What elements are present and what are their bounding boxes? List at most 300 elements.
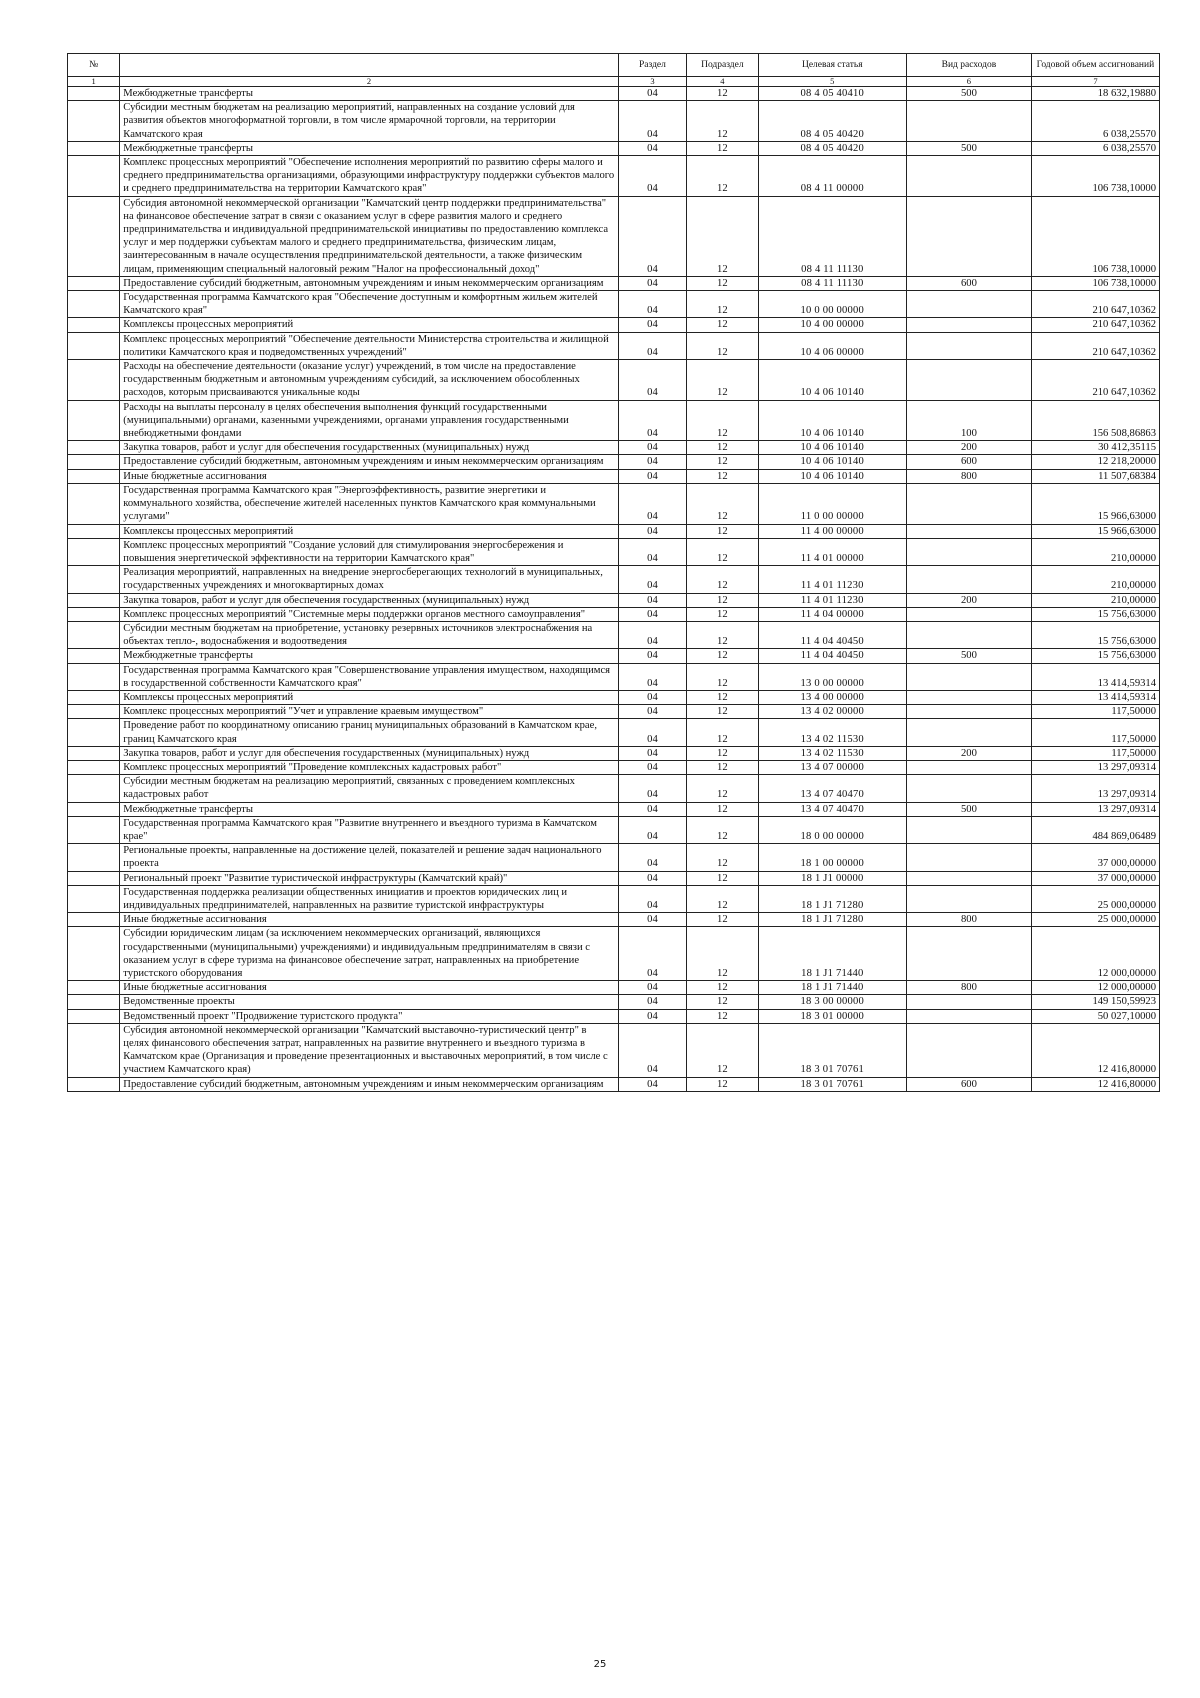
row-section: 04 — [618, 332, 686, 359]
row-section: 04 — [618, 1009, 686, 1023]
row-section: 04 — [618, 746, 686, 760]
table-row — [68, 566, 1160, 593]
row-expense-type — [906, 705, 1031, 719]
row-section: 04 — [618, 760, 686, 774]
row-number — [68, 141, 120, 155]
row-expense-type — [906, 607, 1031, 621]
row-section: 04 — [618, 291, 686, 318]
row-expense-type: 100 — [906, 400, 1031, 441]
table-row — [68, 816, 1160, 843]
row-expense-type: 200 — [906, 593, 1031, 607]
row-name: Межбюджетные трансферты — [120, 649, 618, 663]
row-subsection: 12 — [687, 196, 759, 276]
table-row — [68, 746, 1160, 760]
row-amount: 149 150,59923 — [1031, 995, 1159, 1009]
row-subsection: 12 — [687, 469, 759, 483]
table-row — [68, 705, 1160, 719]
row-subsection: 12 — [687, 332, 759, 359]
header-row — [68, 54, 1160, 77]
column-number-row — [68, 77, 1160, 87]
row-expense-type — [906, 156, 1031, 197]
row-number — [68, 276, 120, 290]
row-section: 04 — [618, 101, 686, 142]
row-amount: 37 000,00000 — [1031, 871, 1159, 885]
table-row — [68, 441, 1160, 455]
table-row — [68, 291, 1160, 318]
row-amount: 13 414,59314 — [1031, 690, 1159, 704]
row-name: Расходы на обеспечение деятельности (оказание услуг) учреждений, в том числе на предоставление государственным бюджетным и автономным учреждениям субсидий, за исключением обособленных расходов, которым присваиваются уникальные коды — [120, 360, 618, 401]
row-number — [68, 746, 120, 760]
row-amount: 15 966,63000 — [1031, 524, 1159, 538]
row-name: Субсидии местным бюджетам на реализацию мероприятий, связанных с проведением комплексных кадастровых работ — [120, 775, 618, 802]
column-number: 4 — [687, 77, 759, 87]
row-section: 04 — [618, 469, 686, 483]
row-subsection: 12 — [687, 1023, 759, 1077]
row-name: Субсидии юридическим лицам (за исключением некоммерческих организаций, являющихся государственными (муниципальными) учреждениями) и индивидуальным предпринимателям в связи с оказанием услуг в сфере туризма на финансовое обеспечение затрат, направленных на приобретение туристского оборудования — [120, 927, 618, 981]
table-row — [68, 1009, 1160, 1023]
row-section: 04 — [618, 705, 686, 719]
row-number — [68, 1009, 120, 1023]
row-amount: 117,50000 — [1031, 705, 1159, 719]
row-number — [68, 483, 120, 524]
row-number — [68, 196, 120, 276]
row-target-article: 08 4 11 11130 — [758, 276, 906, 290]
row-target-article: 13 0 00 00000 — [758, 663, 906, 690]
row-name: Субсидии местным бюджетам на приобретение, установку резервных источников электроснабжения на объектах тепло-, водоснабжения и водоотведения — [120, 621, 618, 648]
row-section: 04 — [618, 400, 686, 441]
row-name: Субсидия автономной некоммерческой организации "Камчатский выставочно-туристический центр" в целях финансового обеспечения затрат, направленных на развитие внутреннего и въездного туризма в Камчатском крае (Организация и проведение презентационных и выставочных мероприятий, в том числе с участием Камчатского края) — [120, 1023, 618, 1077]
row-number — [68, 400, 120, 441]
row-target-article: 18 1 J1 71440 — [758, 927, 906, 981]
row-name: Государственная программа Камчатского края "Обеспечение доступным и комфортным жильем жителей Камчатского края" — [120, 291, 618, 318]
row-name: Предоставление субсидий бюджетным, автономным учреждениям и иным некоммерческим организациям — [120, 455, 618, 469]
row-subsection: 12 — [687, 995, 759, 1009]
row-name: Иные бюджетные ассигнования — [120, 469, 618, 483]
column-number: 3 — [618, 77, 686, 87]
row-name: Государственная программа Камчатского края "Развитие внутреннего и въездного туризма в Камчатском крае" — [120, 816, 618, 843]
row-number — [68, 318, 120, 332]
row-target-article: 10 4 00 00000 — [758, 318, 906, 332]
row-name: Проведение работ по координатному описанию границ муниципальных образований в Камчатском крае, границ Камчатского края — [120, 719, 618, 746]
row-target-article: 18 0 00 00000 — [758, 816, 906, 843]
row-name: Государственная программа Камчатского края "Совершенствование управления имуществом, находящимся в государственной собственности Камчатского края" — [120, 663, 618, 690]
row-target-article: 10 4 06 10140 — [758, 441, 906, 455]
row-expense-type — [906, 332, 1031, 359]
row-target-article: 18 1 J1 00000 — [758, 871, 906, 885]
row-expense-type: 600 — [906, 276, 1031, 290]
row-expense-type — [906, 816, 1031, 843]
row-target-article: 18 1 J1 71280 — [758, 913, 906, 927]
table-row — [68, 455, 1160, 469]
row-section: 04 — [618, 719, 686, 746]
row-amount: 210 647,10362 — [1031, 360, 1159, 401]
row-section: 04 — [618, 141, 686, 155]
row-expense-type: 600 — [906, 1077, 1031, 1091]
header-section: Раздел — [618, 54, 686, 77]
row-expense-type — [906, 927, 1031, 981]
row-target-article: 13 4 07 40470 — [758, 775, 906, 802]
table-body — [68, 87, 1160, 1092]
table-row — [68, 663, 1160, 690]
row-subsection: 12 — [687, 318, 759, 332]
row-expense-type — [906, 483, 1031, 524]
row-name: Государственная поддержка реализации общественных инициатив и проектов юридических лиц и индивидуальных предпринимателей, направленных на развитие туристской инфраструктуры — [120, 885, 618, 912]
row-subsection: 12 — [687, 483, 759, 524]
row-number — [68, 816, 120, 843]
row-number — [68, 690, 120, 704]
row-name: Реализация мероприятий, направленных на внедрение энергосберегающих технологий в муниципальных, государственных учреждениях и многоквартирных домах — [120, 566, 618, 593]
table-row — [68, 483, 1160, 524]
row-amount: 12 416,80000 — [1031, 1077, 1159, 1091]
row-target-article: 10 4 06 10140 — [758, 360, 906, 401]
row-name: Межбюджетные трансферты — [120, 87, 618, 101]
table-row — [68, 871, 1160, 885]
row-number — [68, 719, 120, 746]
header-expense-type: Вид расходов — [906, 54, 1031, 77]
row-section: 04 — [618, 441, 686, 455]
row-expense-type — [906, 719, 1031, 746]
row-expense-type — [906, 885, 1031, 912]
row-number — [68, 455, 120, 469]
row-number — [68, 593, 120, 607]
row-section: 04 — [618, 1023, 686, 1077]
row-expense-type — [906, 524, 1031, 538]
row-expense-type: 500 — [906, 649, 1031, 663]
row-number — [68, 844, 120, 871]
row-target-article: 11 4 01 11230 — [758, 566, 906, 593]
row-target-article: 10 4 06 10140 — [758, 400, 906, 441]
row-target-article: 08 4 05 40410 — [758, 87, 906, 101]
table-row — [68, 538, 1160, 565]
header-annual-amount: Годовой объем ассигнований — [1031, 54, 1159, 77]
row-target-article: 08 4 11 00000 — [758, 156, 906, 197]
row-number — [68, 441, 120, 455]
budget-sheet — [67, 53, 1160, 1092]
row-target-article: 18 3 01 70761 — [758, 1023, 906, 1077]
row-number — [68, 927, 120, 981]
row-target-article: 13 4 00 00000 — [758, 690, 906, 704]
row-subsection: 12 — [687, 816, 759, 843]
row-expense-type: 800 — [906, 913, 1031, 927]
row-amount: 13 297,09314 — [1031, 760, 1159, 774]
row-section: 04 — [618, 524, 686, 538]
table-row — [68, 1077, 1160, 1091]
row-target-article: 11 4 04 00000 — [758, 607, 906, 621]
row-number — [68, 469, 120, 483]
row-section: 04 — [618, 318, 686, 332]
row-number — [68, 705, 120, 719]
row-number — [68, 981, 120, 995]
row-section: 04 — [618, 913, 686, 927]
row-number — [68, 663, 120, 690]
row-subsection: 12 — [687, 291, 759, 318]
table-row — [68, 156, 1160, 197]
row-amount: 106 738,10000 — [1031, 156, 1159, 197]
row-name: Комплексы процессных мероприятий — [120, 524, 618, 538]
row-target-article: 08 4 05 40420 — [758, 141, 906, 155]
row-subsection: 12 — [687, 593, 759, 607]
row-subsection: 12 — [687, 663, 759, 690]
row-expense-type — [906, 360, 1031, 401]
row-target-article: 10 4 06 00000 — [758, 332, 906, 359]
row-section: 04 — [618, 775, 686, 802]
row-subsection: 12 — [687, 607, 759, 621]
row-amount: 484 869,06489 — [1031, 816, 1159, 843]
row-amount: 15 966,63000 — [1031, 483, 1159, 524]
row-subsection: 12 — [687, 101, 759, 142]
row-number — [68, 760, 120, 774]
row-amount: 210 647,10362 — [1031, 318, 1159, 332]
row-section: 04 — [618, 981, 686, 995]
row-target-article: 10 0 00 00000 — [758, 291, 906, 318]
row-amount: 18 632,19880 — [1031, 87, 1159, 101]
row-name: Закупка товаров, работ и услуг для обеспечения государственных (муниципальных) нужд — [120, 746, 618, 760]
row-target-article: 13 4 07 40470 — [758, 802, 906, 816]
row-number — [68, 101, 120, 142]
table-row — [68, 318, 1160, 332]
row-number — [68, 913, 120, 927]
row-number — [68, 621, 120, 648]
row-amount: 106 738,10000 — [1031, 196, 1159, 276]
row-target-article: 18 1 00 00000 — [758, 844, 906, 871]
row-subsection: 12 — [687, 566, 759, 593]
row-subsection: 12 — [687, 871, 759, 885]
row-amount: 210 647,10362 — [1031, 291, 1159, 318]
row-number — [68, 524, 120, 538]
row-name: Региональные проекты, направленные на достижение целей, показателей и решение задач национального проекта — [120, 844, 618, 871]
row-expense-type: 200 — [906, 441, 1031, 455]
row-expense-type — [906, 538, 1031, 565]
row-expense-type — [906, 775, 1031, 802]
column-number: 6 — [906, 77, 1031, 87]
row-section: 04 — [618, 607, 686, 621]
row-expense-type — [906, 566, 1031, 593]
row-section: 04 — [618, 1077, 686, 1091]
row-target-article: 11 4 01 11230 — [758, 593, 906, 607]
table-row — [68, 141, 1160, 155]
row-name: Комплексы процессных мероприятий — [120, 318, 618, 332]
table-row — [68, 690, 1160, 704]
table-row — [68, 332, 1160, 359]
row-name: Ведомственный проект "Продвижение туристского продукта" — [120, 1009, 618, 1023]
row-name: Комплекс процессных мероприятий "Обеспечение деятельности Министерства строительства и жилищной политики Камчатского края и подведомственных учреждений" — [120, 332, 618, 359]
row-target-article: 13 4 02 00000 — [758, 705, 906, 719]
table-row — [68, 593, 1160, 607]
row-section: 04 — [618, 196, 686, 276]
row-target-article: 18 1 J1 71440 — [758, 981, 906, 995]
row-subsection: 12 — [687, 455, 759, 469]
row-number — [68, 360, 120, 401]
row-target-article: 11 4 01 00000 — [758, 538, 906, 565]
row-name: Межбюджетные трансферты — [120, 802, 618, 816]
row-target-article: 13 4 02 11530 — [758, 719, 906, 746]
row-amount: 13 414,59314 — [1031, 663, 1159, 690]
row-subsection: 12 — [687, 802, 759, 816]
row-amount: 117,50000 — [1031, 746, 1159, 760]
row-subsection: 12 — [687, 927, 759, 981]
row-section: 04 — [618, 156, 686, 197]
row-expense-type — [906, 101, 1031, 142]
row-amount: 156 508,86863 — [1031, 400, 1159, 441]
row-name: Субсидия автономной некоммерческой организации "Камчатский центр поддержки предпринимательства" на финансовое обеспечение затрат в связи с оказанием услуг в сфере развития малого и среднего предпринимательства и индивидуальной предпринимательской инициативы по предоставлению комплекса услуг и мер поддержки субъектам малого и среднего предпринимательства, физическим лицам, заинтересованным в начале осуществления предпринимательской деятельности, а также физическим лицам, применяющим специальный налоговый режим "Налог на профессиональный доход" — [120, 196, 618, 276]
row-expense-type — [906, 1009, 1031, 1023]
row-number — [68, 607, 120, 621]
header-number: № — [68, 54, 120, 77]
row-target-article: 11 4 04 40450 — [758, 649, 906, 663]
table-row — [68, 981, 1160, 995]
row-number — [68, 775, 120, 802]
row-subsection: 12 — [687, 400, 759, 441]
header-name — [120, 54, 618, 77]
row-expense-type — [906, 196, 1031, 276]
row-name: Комплексы процессных мероприятий — [120, 690, 618, 704]
table-row — [68, 760, 1160, 774]
row-number — [68, 885, 120, 912]
row-amount: 13 297,09314 — [1031, 775, 1159, 802]
row-name: Комплекс процессных мероприятий "Системные меры поддержки органов местного самоуправления" — [120, 607, 618, 621]
row-subsection: 12 — [687, 844, 759, 871]
column-number: 5 — [758, 77, 906, 87]
row-target-article: 10 4 06 10140 — [758, 455, 906, 469]
row-section: 04 — [618, 276, 686, 290]
row-name: Комплекс процессных мероприятий "Учет и управление краевым имуществом" — [120, 705, 618, 719]
table-row — [68, 802, 1160, 816]
table-row — [68, 649, 1160, 663]
row-section: 04 — [618, 802, 686, 816]
row-name: Комплекс процессных мероприятий "Обеспечение исполнения мероприятий по развитию сферы малого и среднего предпринимательства организациями, образующими инфраструктуру поддержки субъектов малого и среднего предпринимательства на территории Камчатского края" — [120, 156, 618, 197]
row-target-article: 13 4 02 11530 — [758, 746, 906, 760]
row-expense-type — [906, 871, 1031, 885]
row-subsection: 12 — [687, 156, 759, 197]
row-section: 04 — [618, 538, 686, 565]
row-amount: 210 647,10362 — [1031, 332, 1159, 359]
header-subsection: Подраздел — [687, 54, 759, 77]
table-row — [68, 524, 1160, 538]
row-expense-type: 500 — [906, 141, 1031, 155]
row-name: Субсидии местным бюджетам на реализацию мероприятий, направленных на создание условий для развития объектов многоформатной торговли, в том числе ярмарочной торговли, на территории Камчатского края — [120, 101, 618, 142]
row-amount: 12 000,00000 — [1031, 927, 1159, 981]
row-subsection: 12 — [687, 87, 759, 101]
row-target-article: 08 4 05 40420 — [758, 101, 906, 142]
row-target-article: 11 4 04 40450 — [758, 621, 906, 648]
row-subsection: 12 — [687, 746, 759, 760]
row-amount: 25 000,00000 — [1031, 885, 1159, 912]
row-section: 04 — [618, 871, 686, 885]
row-expense-type: 500 — [906, 802, 1031, 816]
row-subsection: 12 — [687, 141, 759, 155]
row-name: Иные бюджетные ассигнования — [120, 913, 618, 927]
row-subsection: 12 — [687, 705, 759, 719]
table-row — [68, 101, 1160, 142]
row-number — [68, 87, 120, 101]
row-section: 04 — [618, 360, 686, 401]
row-amount: 6 038,25570 — [1031, 141, 1159, 155]
table-row — [68, 196, 1160, 276]
row-expense-type — [906, 318, 1031, 332]
row-amount: 11 507,68384 — [1031, 469, 1159, 483]
table-row — [68, 844, 1160, 871]
row-target-article: 08 4 11 11130 — [758, 196, 906, 276]
row-section: 04 — [618, 885, 686, 912]
row-subsection: 12 — [687, 360, 759, 401]
row-target-article: 18 3 01 00000 — [758, 1009, 906, 1023]
row-section: 04 — [618, 87, 686, 101]
row-subsection: 12 — [687, 913, 759, 927]
table-row — [68, 775, 1160, 802]
row-number — [68, 871, 120, 885]
row-name: Комплекс процессных мероприятий "Создание условий для стимулирования энергосбережения и повышения энергетической эффективности на территории Камчатского края" — [120, 538, 618, 565]
row-amount: 25 000,00000 — [1031, 913, 1159, 927]
row-expense-type — [906, 995, 1031, 1009]
column-number: 2 — [120, 77, 618, 87]
row-amount: 12 218,20000 — [1031, 455, 1159, 469]
row-amount: 37 000,00000 — [1031, 844, 1159, 871]
table-row — [68, 719, 1160, 746]
table-row — [68, 400, 1160, 441]
row-subsection: 12 — [687, 775, 759, 802]
row-subsection: 12 — [687, 649, 759, 663]
row-amount: 210,00000 — [1031, 538, 1159, 565]
table-row — [68, 927, 1160, 981]
row-target-article: 11 4 00 00000 — [758, 524, 906, 538]
row-subsection: 12 — [687, 524, 759, 538]
row-expense-type: 600 — [906, 455, 1031, 469]
row-subsection: 12 — [687, 1009, 759, 1023]
row-expense-type — [906, 690, 1031, 704]
row-section: 04 — [618, 649, 686, 663]
row-subsection: 12 — [687, 981, 759, 995]
page-number: 25 — [593, 1659, 607, 1670]
row-subsection: 12 — [687, 885, 759, 912]
row-number — [68, 802, 120, 816]
row-subsection: 12 — [687, 621, 759, 648]
row-section: 04 — [618, 621, 686, 648]
row-section: 04 — [618, 455, 686, 469]
column-number: 7 — [1031, 77, 1159, 87]
row-number — [68, 156, 120, 197]
row-target-article: 10 4 06 10140 — [758, 469, 906, 483]
row-name: Межбюджетные трансферты — [120, 141, 618, 155]
table-row — [68, 607, 1160, 621]
row-name: Предоставление субсидий бюджетным, автономным учреждениям и иным некоммерческим организациям — [120, 276, 618, 290]
row-section: 04 — [618, 483, 686, 524]
row-section: 04 — [618, 927, 686, 981]
row-name: Региональный проект "Развитие туристической инфраструктуры (Камчатский край)" — [120, 871, 618, 885]
row-amount: 6 038,25570 — [1031, 101, 1159, 142]
row-amount: 106 738,10000 — [1031, 276, 1159, 290]
row-amount: 15 756,63000 — [1031, 621, 1159, 648]
row-amount: 117,50000 — [1031, 719, 1159, 746]
row-expense-type — [906, 844, 1031, 871]
row-section: 04 — [618, 995, 686, 1009]
row-expense-type — [906, 291, 1031, 318]
column-number: 1 — [68, 77, 120, 87]
row-amount: 15 756,63000 — [1031, 649, 1159, 663]
table-row — [68, 995, 1160, 1009]
row-number — [68, 538, 120, 565]
header-target-article: Целевая статья — [758, 54, 906, 77]
row-expense-type — [906, 663, 1031, 690]
table-row — [68, 87, 1160, 101]
row-name: Предоставление субсидий бюджетным, автономным учреждениям и иным некоммерческим организациям — [120, 1077, 618, 1091]
row-subsection: 12 — [687, 441, 759, 455]
row-expense-type: 800 — [906, 981, 1031, 995]
row-subsection: 12 — [687, 690, 759, 704]
table-row — [68, 885, 1160, 912]
row-number — [68, 332, 120, 359]
row-amount: 12 000,00000 — [1031, 981, 1159, 995]
row-section: 04 — [618, 690, 686, 704]
